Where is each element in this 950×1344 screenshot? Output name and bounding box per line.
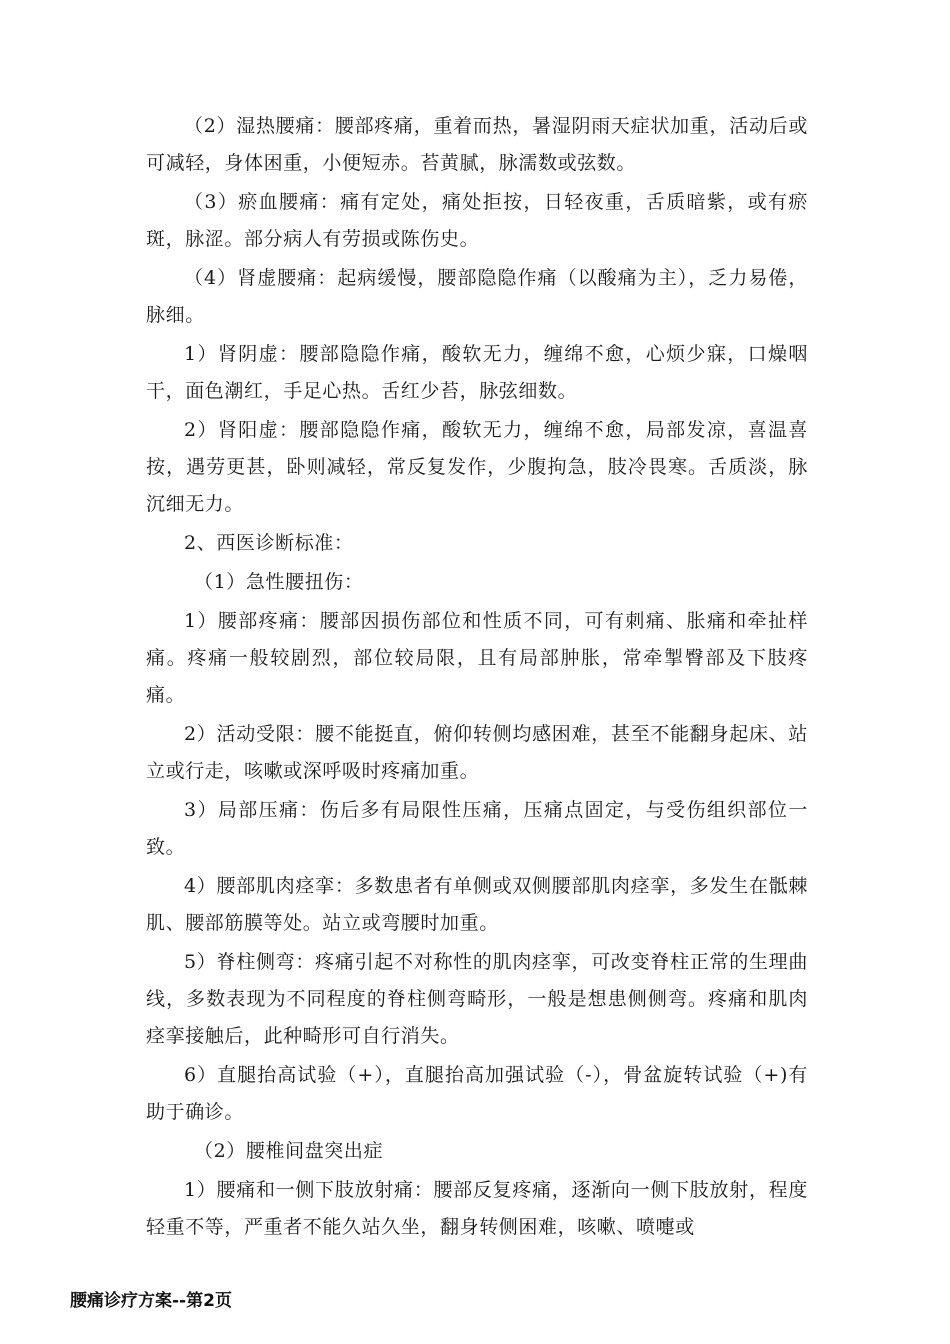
- paragraph-damp-heat-lumbago: （2）湿热腰痛：腰部疼痛，重着而热，暑湿阴雨天症状加重，活动后或可减轻，身体困重，小便短赤。苔黄腻，脉濡数或弦数。: [146, 115, 808, 174]
- paragraph-kidney-deficiency-lumbago: （4）肾虚腰痛：起病缓慢，腰部隐隐作痛（以酸痛为主），乏力易倦，脉细。: [146, 267, 808, 326]
- paragraph-muscle-spasm: 4）腰部肌肉痉挛：多数患者有单侧或双侧腰部肌肉痉挛，多发生在骶棘肌、腰部筋膜等处。站立或弯腰时加重。: [146, 875, 808, 934]
- paragraph-kidney-yin-deficiency: 1）肾阴虚：腰部隐隐作痛，酸软无力，缠绵不愈，心烦少寐，口燥咽干，面色潮红，手足心热。舌红少苔，脉弦细数。: [146, 343, 808, 402]
- paragraph-radiating-pain: 1）腰痛和一侧下肢放射痛：腰部反复疼痛，逐渐向一侧下肢放射，程度轻重不等，严重者不能久站久坐，翻身转侧困难，咳嗽、喷嚏或: [146, 1179, 808, 1238]
- paragraph-lumbar-pain: 1）腰部疼痛：腰部因损伤部位和性质不同，可有刺痛、胀痛和牵扯样痛。疼痛一般较剧烈，部位较局限，且有局部肿胀，常牵掣臀部及下肢疼痛。: [146, 610, 808, 706]
- section-heading-western-criteria: 2、西医诊断标准：: [184, 532, 354, 554]
- paragraph-blood-stasis-lumbago: （3）瘀血腰痛：痛有定处，痛处拒按，日轻夜重，舌质暗紫，或有瘀斑，脉涩。部分病人有劳损或陈伤史。: [146, 191, 808, 250]
- subheading-acute-lumbar-sprain: （1）急性腰扭伤：: [194, 571, 364, 593]
- page-footer: 腰痛诊疗方案--第2页: [70, 1291, 232, 1311]
- paragraph-scoliosis: 5）脊柱侧弯：疼痛引起不对称性的肌肉痉挛，可改变脊柱正常的生理曲线，多数表现为不同程度的脊柱侧弯畸形，一般是想患侧侧弯。疼痛和肌肉痉挛接触后，此种畸形可自行消失。: [146, 951, 808, 1047]
- subheading-lumbar-disc-herniation: （2）腰椎间盘突出症: [194, 1140, 384, 1162]
- document-body: [146, 108, 808, 1248]
- paragraph-straight-leg-raise: 6）直腿抬高试验（+），直腿抬高加强试验（-），骨盆旋转试验（+)有助于确诊。: [146, 1064, 808, 1123]
- paragraph-limited-activity: 2）活动受限：腰不能挺直，俯仰转侧均感困难，甚至不能翻身起床、站立或行走，咳嗽或深呼吸时疼痛加重。: [146, 723, 808, 782]
- paragraph-kidney-yang-deficiency: 2）肾阳虚：腰部隐隐作痛，酸软无力，缠绵不愈，局部发凉，喜温喜按，遇劳更甚，卧则减轻，常反复发作，少腹拘急，肢冷畏寒。舌质淡，脉沉细无力。: [146, 419, 808, 515]
- paragraph-local-tenderness: 3）局部压痛：伤后多有局限性压痛，压痛点固定，与受伤组织部位一致。: [146, 799, 808, 858]
